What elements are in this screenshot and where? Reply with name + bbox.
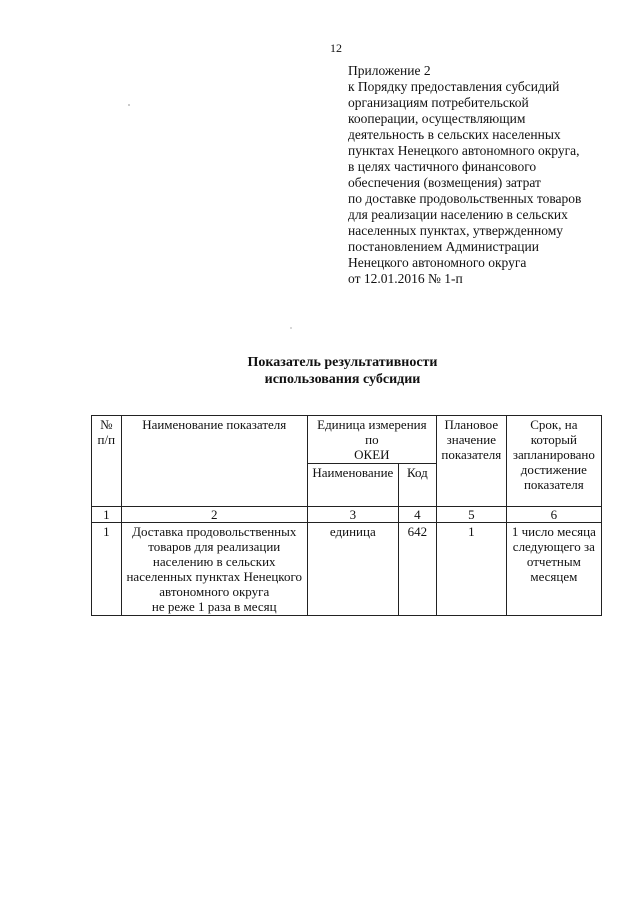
- row-term-cell: [506, 523, 601, 616]
- header-plan-value: [436, 416, 506, 507]
- column-index: 4: [398, 507, 436, 523]
- header-term-line: достижение: [520, 462, 587, 477]
- scan-speck: [128, 104, 130, 106]
- header-unit-name: Наименование: [307, 464, 398, 507]
- table-header-row: [92, 416, 602, 464]
- header-term-line: запланировано: [512, 447, 595, 462]
- appendix-line: деятельность в сельских населенных: [348, 127, 561, 142]
- header-num: [92, 416, 122, 507]
- header-unit-group-line: Единица измерения по: [317, 417, 427, 447]
- term-line: 1 число месяца: [511, 524, 596, 539]
- term-line: отчетным: [526, 554, 581, 569]
- header-plan-line: значение: [446, 432, 496, 447]
- column-index: 3: [307, 507, 398, 523]
- table-row: [92, 523, 602, 616]
- title-line-2: использования субсидии: [264, 372, 421, 387]
- row-plan-value-cell: 1: [436, 523, 506, 616]
- appendix-line: пунктах Ненецкого автономного округа,: [348, 143, 580, 158]
- appendix-line: обеспечения (возмещения) затрат: [348, 175, 541, 190]
- indicator-table: [91, 415, 602, 616]
- row-indicator-name-cell: [121, 523, 307, 616]
- indicator-name-line: Доставка продовольственных: [132, 524, 297, 539]
- appendix-line: от 12.01.2016 № 1-п: [348, 271, 463, 286]
- header-num-line: №: [100, 417, 113, 432]
- appendix-line: организациям потребительской: [348, 95, 529, 110]
- appendix-line: для реализации населению в сельских: [348, 207, 568, 222]
- appendix-line: Ненецкого автономного округа: [348, 255, 527, 270]
- term-line: следующего за: [512, 539, 595, 554]
- indicator-name-line: населению в сельских: [152, 554, 276, 569]
- header-term-line: который: [530, 432, 577, 447]
- appendix-block: [348, 63, 613, 287]
- term-line: месяцем: [530, 569, 578, 584]
- page-number: 12: [330, 41, 342, 55]
- header-term-line: Срок, на: [530, 417, 578, 432]
- document-title: [180, 354, 505, 388]
- header-term-line: показателя: [523, 477, 584, 492]
- scan-speck: [290, 327, 292, 329]
- row-unit-name-cell: единица: [307, 523, 398, 616]
- column-index-row: [92, 507, 602, 523]
- header-num-line: п/п: [97, 432, 116, 447]
- appendix-line: кооперации, осуществляющим: [348, 111, 526, 126]
- appendix-line: к Порядку предоставления субсидий: [348, 79, 560, 94]
- appendix-line: постановлением Администрации: [348, 239, 539, 254]
- header-unit-group: [307, 416, 436, 464]
- header-term: [506, 416, 601, 507]
- header-indicator-name: Наименование показателя: [121, 416, 307, 507]
- indicator-name-line: населенных пунктах Ненецкого: [126, 569, 302, 584]
- title-line-1: Показатель результативности: [247, 355, 438, 370]
- column-index: 2: [121, 507, 307, 523]
- column-index: 1: [92, 507, 122, 523]
- appendix-line: по доставке продовольственных товаров: [348, 191, 582, 206]
- header-plan-line: показателя: [441, 447, 502, 462]
- header-unit-group-line: ОКЕИ: [354, 447, 390, 462]
- indicator-name-line: не реже 1 раза в месяц: [151, 599, 277, 614]
- appendix-line: Приложение 2: [348, 63, 431, 78]
- appendix-line: населенных пунктах, утвержденному: [348, 223, 563, 238]
- indicator-name-line: автономного округа: [159, 584, 270, 599]
- row-unit-code-cell: 642: [398, 523, 436, 616]
- row-num-cell: 1: [92, 523, 122, 616]
- header-unit-code: Код: [398, 464, 436, 507]
- appendix-line: в целях частичного финансового: [348, 159, 537, 174]
- column-index: 6: [506, 507, 601, 523]
- indicator-name-line: товаров для реализации: [148, 539, 281, 554]
- header-plan-line: Плановое: [444, 417, 499, 432]
- column-index: 5: [436, 507, 506, 523]
